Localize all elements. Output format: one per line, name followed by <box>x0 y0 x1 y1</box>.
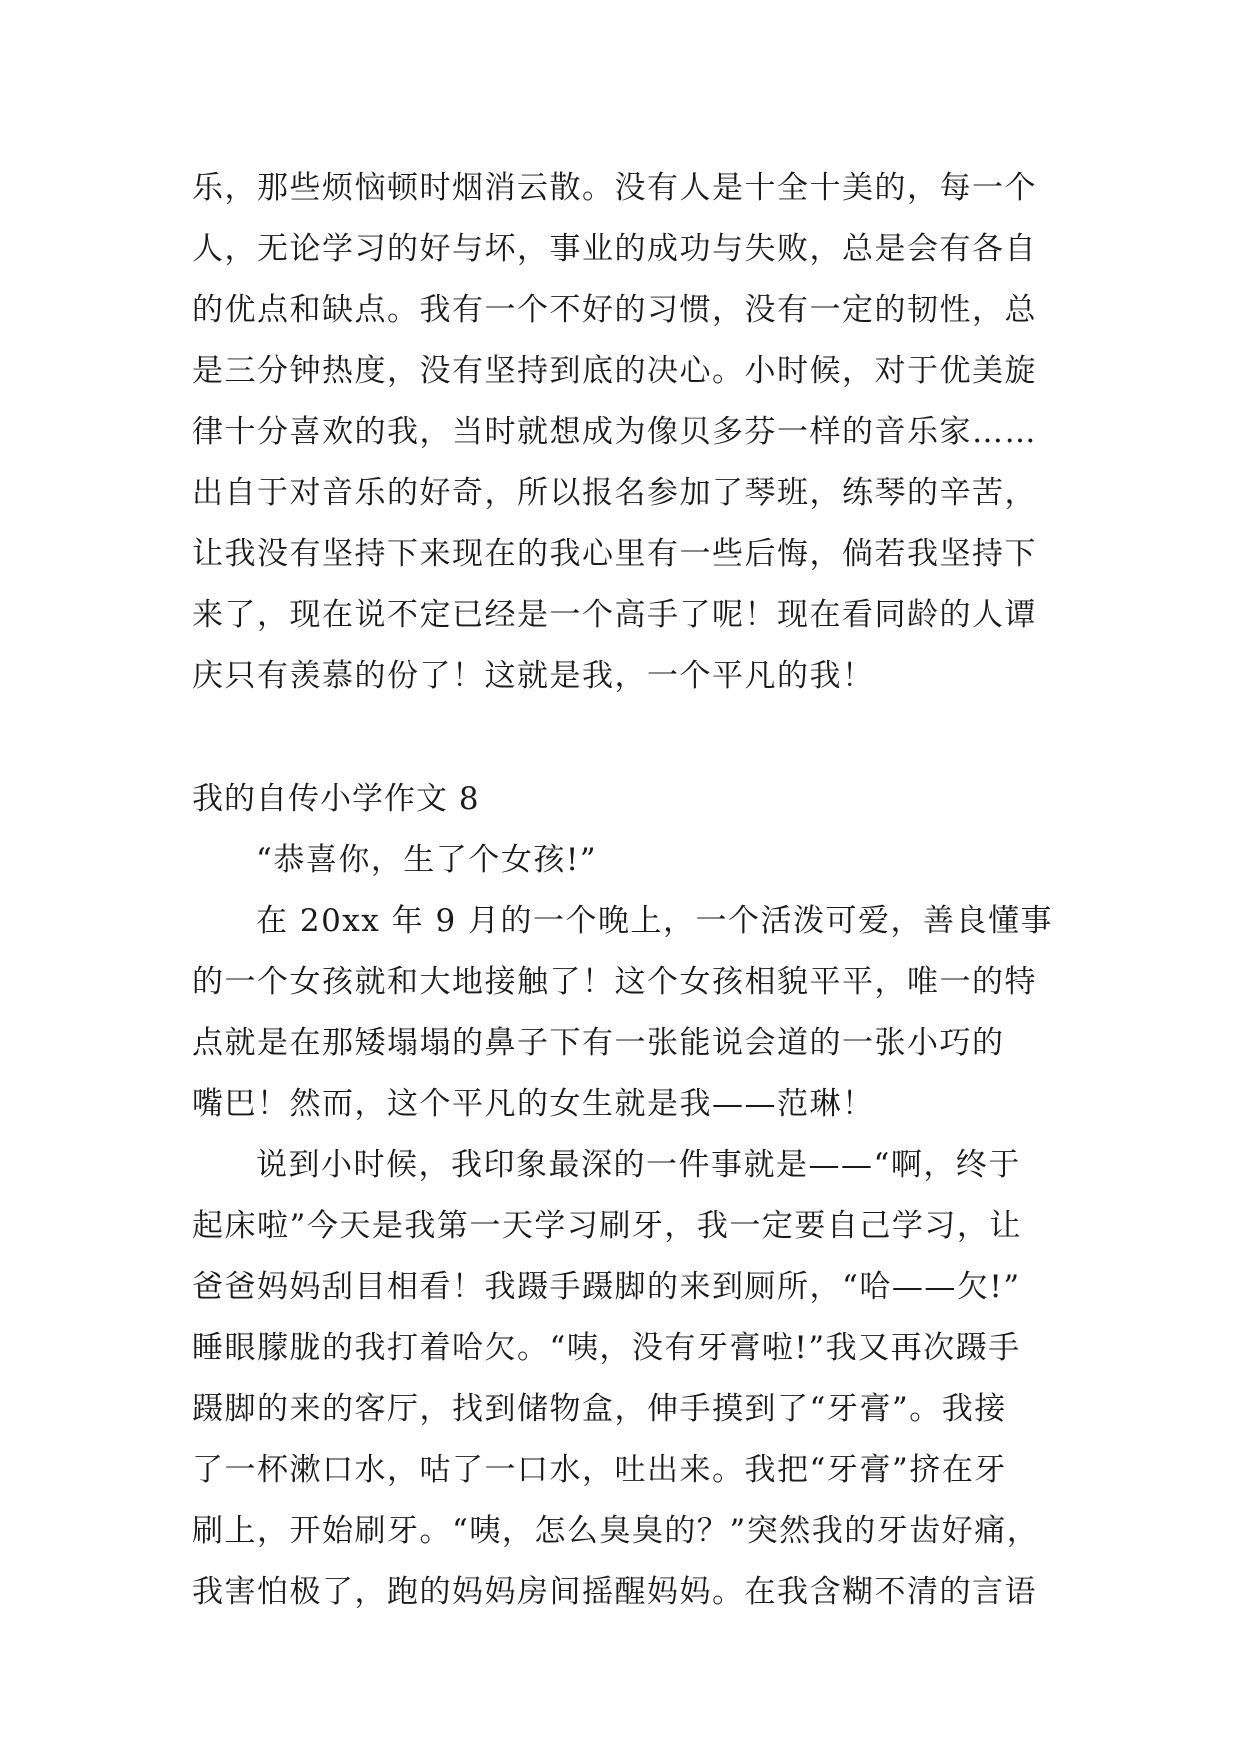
section-title: 我的自传小学作文 8 <box>192 781 480 817</box>
text-line: “恭喜你，生了个女孩!” <box>256 842 598 878</box>
text-line: 刷上，开始刷牙。“咦，怎么臭臭的？”突然我的牙齿好痛， <box>192 1513 1040 1549</box>
text-line: 人，无论学习的好与坏，事业的成功与失败，总是会有各自 <box>192 231 1037 267</box>
text-line: 蹑脚的来的客厅，找到储物盒，伸手摸到了“牙膏”。我接 <box>192 1391 1007 1427</box>
text-line: 乐，那些烦恼顿时烟消云散。没有人是十全十美的，每一个 <box>192 170 1037 206</box>
text-line: 是三分钟热度，没有坚持到底的决心。小时候，对于优美旋 <box>192 353 1037 389</box>
text-line: 出自于对音乐的好奇，所以报名参加了琴班，练琴的辛苦， <box>192 475 1037 511</box>
text-line: 了一杯漱口水，咕了一口水，吐出来。我把“牙膏”挤在牙 <box>192 1452 1007 1488</box>
section-gap <box>192 707 1052 769</box>
text-line: 的优点和缺点。我有一个不好的习惯，没有一定的韧性，总 <box>192 292 1037 328</box>
text-line: 庆只有羡慕的份了！这就是我，一个平凡的我！ <box>192 658 875 694</box>
text-line: 的一个女孩就和大地接触了！这个女孩相貌平平，唯一的特 <box>192 964 1037 1000</box>
text-line: 在 20xx 年 9 月的一个晚上，一个活泼可爱，善良懂事 <box>256 903 1054 939</box>
text-line: 起床啦”今天是我第一天学习刷牙，我一定要自己学习，让 <box>192 1208 1022 1244</box>
text-line: 我害怕极了，跑的妈妈房间摇醒妈妈。在我含糊不清的言语 <box>192 1574 1037 1610</box>
text-line: 来了，现在说不定已经是一个高手了呢！现在看同龄的人谭 <box>192 597 1037 633</box>
text-line: 律十分喜欢的我，当时就想成为像贝多芬一样的音乐家…… <box>192 414 1037 450</box>
text-line: 让我没有坚持下来现在的我心里有一些后悔，倘若我坚持下 <box>192 536 1037 572</box>
text-line: 说到小时候，我印象最深的一件事就是——“啊，终于 <box>256 1147 1021 1183</box>
document-page <box>192 158 1052 1623</box>
essay-body <box>192 830 1052 1623</box>
paragraph-continued <box>192 158 1052 707</box>
text-line: 嘴巴！然而，这个平凡的女生就是我——范琳！ <box>192 1086 875 1122</box>
text-line: 睡眼朦胧的我打着哈欠。“咦，没有牙膏啦!”我又再次蹑手 <box>192 1330 1021 1366</box>
text-line: 点就是在那矮塌塌的鼻子下有一张能说会道的一张小巧的 <box>192 1025 1005 1061</box>
text-line: 爸爸妈妈刮目相看！我蹑手蹑脚的来到厕所，“哈——欠!” <box>192 1269 1021 1305</box>
